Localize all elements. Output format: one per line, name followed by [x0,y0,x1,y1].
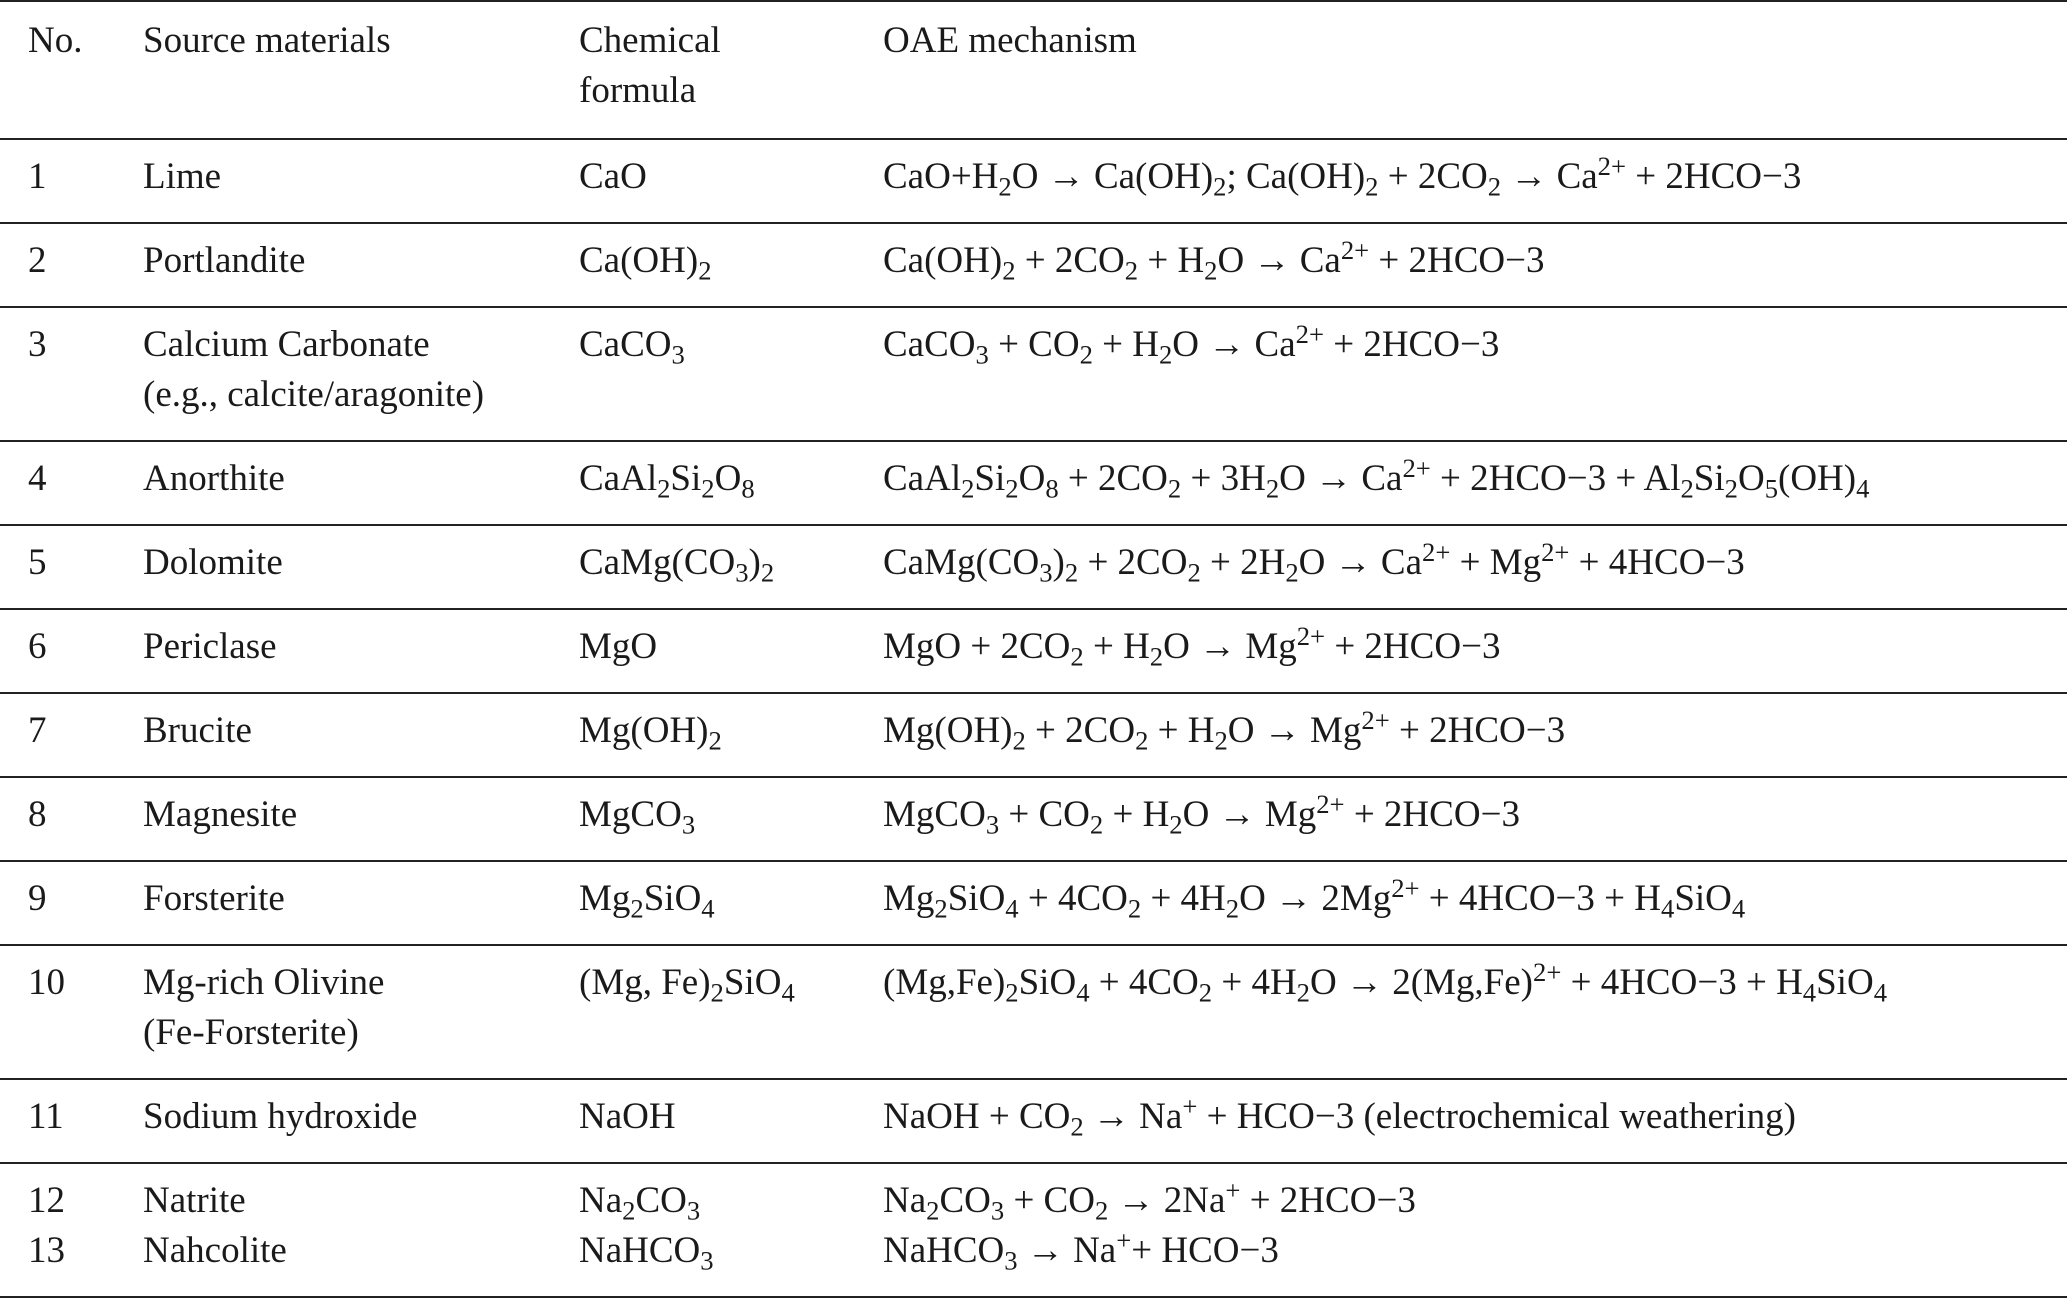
oae-mechanism-equation: MgCO$_3$ + $CO_2 + H_2O \to Mg^{2+} + 2HCO-3$ [883,777,2067,861]
table-row [0,861,2067,945]
header-no: No. [0,1,143,139]
source-material-line: Brucite [143,710,252,751]
row-number-group [0,1163,143,1297]
table-body [0,139,2067,1297]
oae-mechanism-equation: $CaMg(CO_3)_2 + 2CO_2 + 2H_2O \to Ca^{2+} + Mg^{2+} + 4HCO-3$ [883,525,2067,609]
source-material-line: Calcium Carbonate [143,324,430,365]
oae-mechanism-equation: $Mg_2SiO_4 + 4CO_2 + 4H_2O \to 2Mg^{2+} + 4HCO-3 + H_4SiO_4$ [883,861,2067,945]
oae-mechanism-equation: NaHCO$_3$ → Na++ HCO−3 [883,1225,1279,1276]
source-material-line: Portlandite [143,240,306,281]
source-material [143,441,579,525]
row-number: 10 [0,945,143,1079]
oae-mechanism-equation: NaOH + $CO_2 \to Na^+ + HCO-3$ (electrochemical weathering) [883,1079,2067,1163]
oae-mechanism-equation: $Mg(OH)_2 + 2CO_2 + H_2O \to Mg^{2+} + 2HCO-3$ [883,693,2067,777]
oae-mechanism-equation: $CaO+H_2O \to Ca(OH)_2$; $Ca(OH)_2 + 2CO_2 \to Ca^{2+} + 2HCO-3$ [883,139,2067,223]
source-material-line: Dolomite [143,542,283,583]
source-material [143,307,579,441]
row-number: 1 [0,139,143,223]
row-number: 6 [0,609,143,693]
source-material [143,609,579,693]
table-row [0,139,2067,223]
source-material [143,525,579,609]
source-material-line: Sodium hydroxide [143,1096,418,1137]
table-row [0,777,2067,861]
oae-mechanism-group [883,1163,2067,1297]
table-row [0,693,2067,777]
table-row-group-sodium-carbonates [0,1163,2067,1297]
source-material-group [143,1163,579,1297]
chemical-formula: MgCO$_3$ [579,777,883,861]
chemical-formula: NaOH [579,1079,883,1163]
chemical-formula: MgO [579,609,883,693]
oae-mechanism-equation: $Na_2CO_3 + CO_2 \to 2Na^+ + 2HCO-3$ [883,1175,1416,1226]
source-material [143,777,579,861]
oae-mechanism-equation: MgO + $2CO_2 + H_2O \to Mg^{2+} + 2HCO-3$ [883,609,2067,693]
table-row [0,223,2067,307]
row-number: 4 [0,441,143,525]
oae-mechanism-equation: CaCO$_3$ + $CO_2 + H_2O \to Ca^{2+} + 2HCO-3$ [883,307,2067,441]
row-number: 8 [0,777,143,861]
row-number: 5 [0,525,143,609]
source-material-line: Mg-rich Olivine [143,962,385,1003]
row-number: 3 [0,307,143,441]
source-material [143,1079,579,1163]
source-material-line: Lime [143,156,222,197]
chemical-formula: CaCO$_3$ [579,307,883,441]
chemical-formula: $Ca(OH)_2$ [579,223,883,307]
row-number: 9 [0,861,143,945]
table-row [0,609,2067,693]
table-row [0,945,2067,1079]
source-material-line: Anorthite [143,458,285,499]
chemical-formula: $Na_2CO_3$ [579,1180,701,1226]
chemical-formula: $CaAl_2Si_2O_8$ [579,441,883,525]
table-row [0,1079,2067,1163]
source-material [143,693,579,777]
source-material-line: (Fe-Forsterite) [143,1012,359,1053]
table-row [0,307,2067,441]
table-row [0,525,2067,609]
source-material [143,139,579,223]
row-number: 7 [0,693,143,777]
chemical-formula-group [579,1163,883,1297]
chemical-formula: $Mg_2SiO_4$ [579,861,883,945]
chemical-formula: CaO [579,139,883,223]
header-oae-mechanism: OAE mechanism [883,1,2067,139]
chemical-formula: (Mg, $Fe)_2SiO_4$ [579,945,883,1079]
source-material-line: Magnesite [143,794,298,835]
source-material-line: Forsterite [143,878,285,919]
row-number: 11 [0,1079,143,1163]
source-material: Natrite [143,1180,246,1221]
source-material [143,861,579,945]
row-number: 12 [28,1180,65,1221]
row-number: 13 [28,1230,65,1271]
table-row [0,441,2067,525]
source-material-line: Periclase [143,626,277,667]
source-material [143,223,579,307]
source-material: Nahcolite [143,1230,287,1271]
header-chemical-formula: Chemical formula [579,1,883,139]
row-number: 2 [0,223,143,307]
header-source-materials: Source materials [143,1,579,139]
oae-mechanism-equation: $(Mg,Fe)_2SiO_4 + 4CO_2 + 4H_2O \to 2(Mg,Fe)^{2+} + 4HCO-3 + H_4SiO_4$ [883,945,2067,1079]
source-material [143,945,579,1079]
chemical-formula: NaHCO$_3$ [579,1230,714,1276]
source-material-line: (e.g., calcite/aragonite) [143,374,485,415]
chemical-formula: $Mg(OH)_2$ [579,693,883,777]
chemical-formula: $CaMg(CO_3)_2$ [579,525,883,609]
oae-mechanism-equation: $CaAl_2Si_2O_8 + 2CO_2 + 3H_2O \to Ca^{2+} + 2HCO-3 + Al_2Si_2O_5(OH)_4$ [883,441,2067,525]
oae-mechanism-equation: $Ca(OH)_2 + 2CO_2 + H_2O \to Ca^{2+} + 2HCO-3$ [883,223,2067,307]
table-header-row [0,1,2067,139]
